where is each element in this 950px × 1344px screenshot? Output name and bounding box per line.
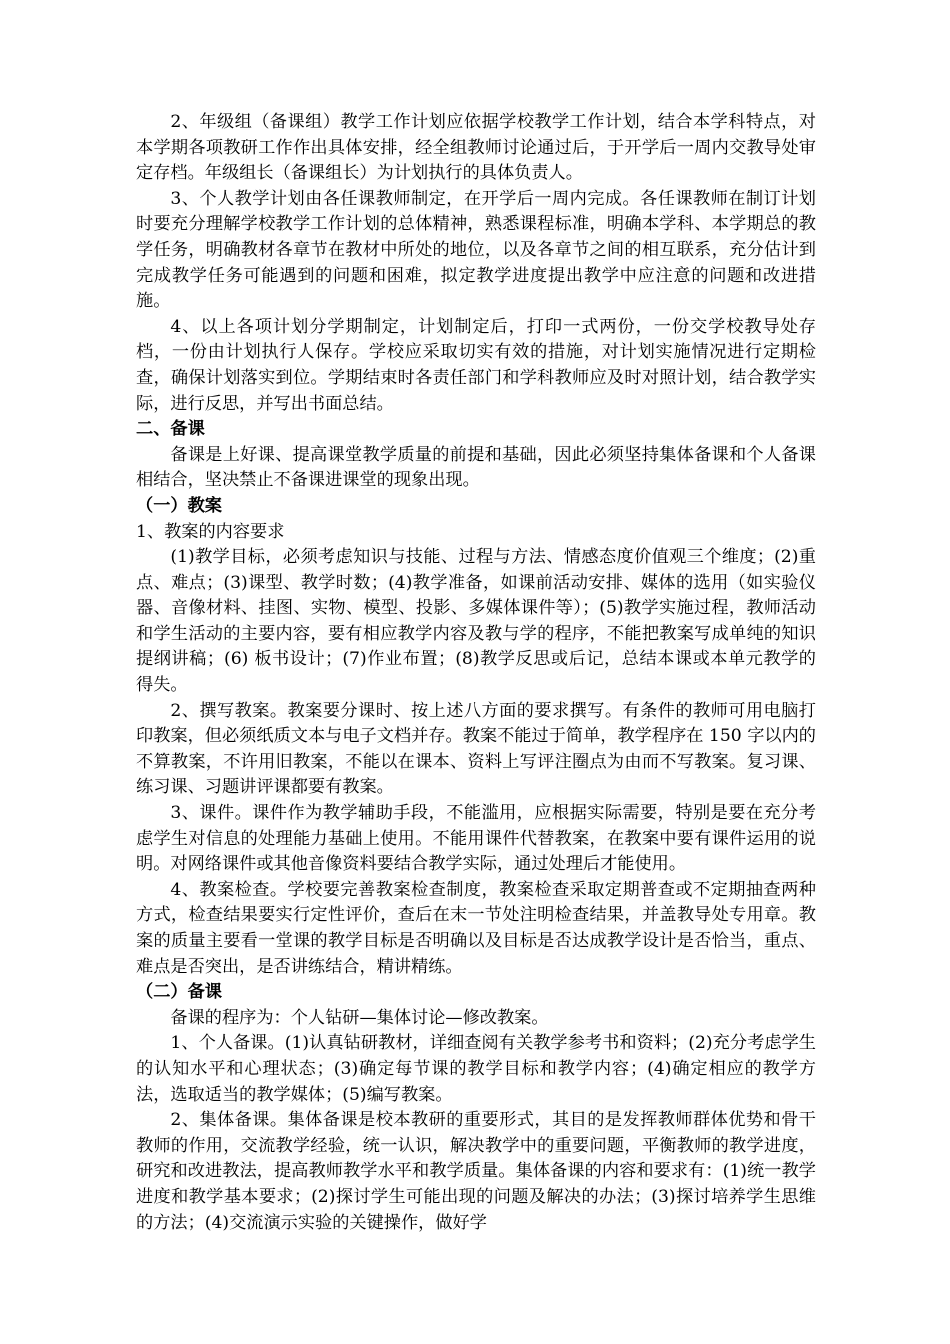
paragraph-plan-inspection: 4、教案检查。学校要完善教案检查制度，教案检查采取定期普查或不定期抽查两种方式，检查结果要实行定性评价，查后在末一节处注明检查结果，并盖教导处专用章。教案的质量主要看一堂课的教学目标是否明确以及目标是否达成教学设计是否恰当，重点、难点是否突出，是否讲练结合，精讲精练。	[136, 879, 816, 977]
paragraph-prep-procedure: 备课的程序为：个人钻研—集体讨论—修改教案。	[170, 1007, 549, 1028]
paragraph-lesson-prep-intro: 备课是上好课、提高课堂教学质量的前提和基础，因此必须坚持集体备课和个人备课相结合，坚决禁止不备课进课堂的现象出现。	[136, 444, 816, 491]
paragraph-personal-plan: 3、个人教学计划由各任课教师制定，在开学后一周内完成。各任课教师在制订计划时要充分理解学校教学工作计划的总体精神，熟悉课程标准，明确本学科、本学期总的教学任务，明确教材各章节在教材中所处的地位，以及各章节之间的相互联系，充分估计到完成教学任务可能遇到的问题和困难，拟定教学进度提出教学中应注意的问题和改进措施。	[136, 188, 816, 312]
paragraph-individual-prep: 1、个人备课。(1)认真钻研教材，详细查阅有关教学参考书和资料；(2)充分考虑学生的认知水平和心理状态；(3)确定每节课的教学目标和教学内容；(4)确定相应的教学方法，选取适当的教学媒体；(5)编写教案。	[136, 1033, 816, 1105]
subsection-heading-lesson-prep: （二）备课	[136, 982, 222, 1003]
paragraph-content-requirements: (1)教学目标，必须考虑知识与技能、过程与方法、情感态度价值观三个维度；(2)重点、难点；(3)课型、教学时数；(4)教学准备，如课前活动安排、媒体的选用（如实验仪器、音像材料、挂图、实物、模型、投影、多媒体课件等）；(5)教学实施过程，教师活动和学生活动的主要内容，要有相应教学内容及教与学的程序，不能把教案写成单纯的知识提纲讲稿；(6) 板书设计；(7)作业布置；(8)教学反思或后记，总结本课或本单元教学的得失。	[136, 547, 816, 696]
section-heading-lesson-prep: 二、备课	[136, 419, 205, 440]
paragraph-collective-prep: 2、集体备课。集体备课是校本教研的重要形式，其目的是发挥教师群体优势和骨干教师的作用，交流教学经验，统一认识，解决教学中的重要问题，平衡教师的教学进度，研究和改进教法，提高教师教学水平和教学质量。集体备课的内容和要求有：(1)统一教学进度和教学基本要求；(2)探讨学生可能出现的问题及解决的办法；(3)探讨培养学生思维的方法；(4)交流演示实验的关键操作，做好学	[136, 1110, 816, 1233]
item-heading-content-requirements: 1、教案的内容要求	[136, 521, 285, 542]
subsection-heading-lesson-plan: （一）教案	[136, 495, 222, 516]
paragraph-courseware: 3、课件。课件作为教学辅助手段，不能滥用，应根据实际需要，特别是要在充分考虑学生对信息的处理能力基础上使用。不能用课件代替教案，在教案中要有课件运用的说明。对网络课件或其他音像资料要结合教学实际，通过处理后才能使用。	[136, 803, 816, 875]
paragraph-writing-plan: 2、撰写教案。教案要分课时、按上述八方面的要求撰写。有条件的教师可用电脑打印教案，但必须纸质文本与电子文档并存。教案不能过于简单，教学程序在 150 字以内的不算教案，不许用旧教案，不能以在课本、资料上写评注圈点为由而不写教案。复习课、练习课、习题讲评课都要有教案。	[136, 700, 816, 798]
document-page	[136, 110, 816, 1236]
paragraph-plan-archive: 4、以上各项计划分学期制定，计划制定后，打印一式两份，一份交学校教导处存档，一份由计划执行人保存。学校应采取切实有效的措施，对计划实施情况进行定期检查，确保计划落实到位。学期结束时各责任部门和学科教师应及时对照计划，结合教学实际，进行反思，并写出书面总结。	[136, 316, 816, 414]
paragraph-grade-plan: 2、年级组（备课组）教学工作计划应依据学校教学工作计划，结合本学科特点，对本学期各项教研工作作出具体安排，经全组教师讨论通过后，于开学后一周内交教导处审定存档。年级组长（备课组长）为计划执行的具体负责人。	[136, 112, 816, 184]
